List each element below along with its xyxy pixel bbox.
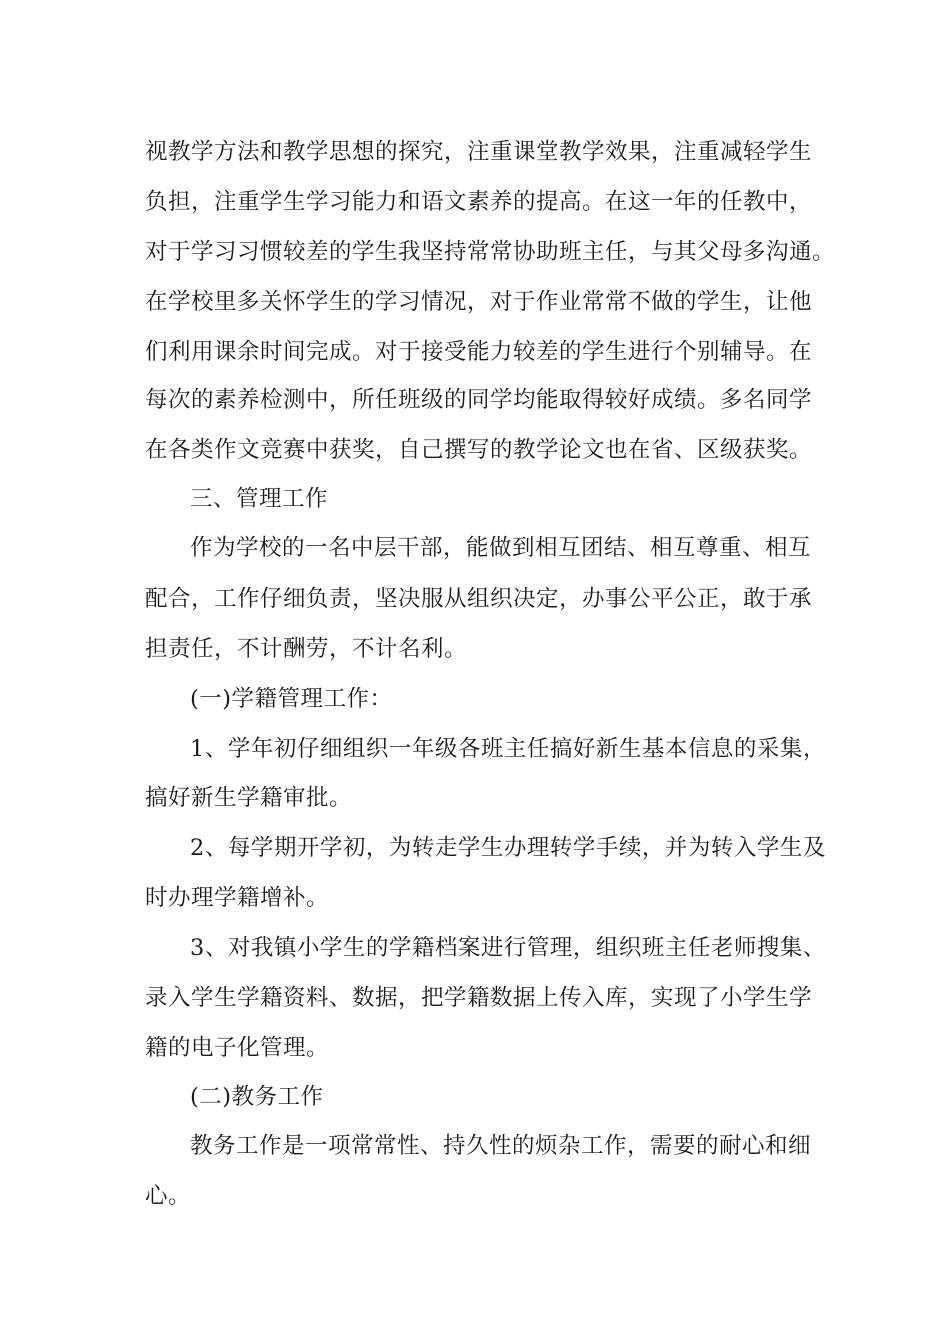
subsection-heading: (一)学籍管理工作： — [190, 686, 393, 712]
paragraph-line: 教务工作是一项常常性、持久性的烦杂工作，需要的耐心和细 — [190, 1133, 812, 1159]
list-item-line: 1、学年初仔细组织一年级各班主任搞好新生基本信息的采集， — [190, 736, 826, 762]
paragraph-line: 在学校里多关怀学生的学习情况，对于作业常常不做的学生，让他 — [145, 289, 813, 315]
list-item-line: 时办理学籍增补。 — [145, 885, 330, 911]
paragraph-line: 视教学方法和教学思想的探究，注重课堂教学效果，注重减轻学生 — [145, 139, 813, 165]
paragraph-line: 作为学校的一名中层干部，能做到相互团结、相互尊重、相互 — [190, 535, 812, 561]
paragraph-line: 每次的素养检测中，所任班级的同学均能取得较好成绩。多名同学 — [145, 387, 813, 413]
list-item-line: 3、对我镇小学生的学籍档案进行管理，组织班主任老师搜集、 — [190, 935, 826, 961]
paragraph-line: 在各类作文竞赛中获奖，自己撰写的教学论文也在省、区级获奖。 — [145, 437, 813, 463]
list-item-line: 搞好新生学籍审批。 — [145, 785, 353, 811]
paragraph-line: 对于学习习惯较差的学生我坚持常常协助班主任，与其父母多沟通。 — [145, 239, 836, 265]
list-item-line: 籍的电子化管理。 — [145, 1035, 330, 1061]
paragraph-line: 担责任，不计酬劳，不计名利。 — [145, 636, 468, 662]
paragraph-line: 心。 — [145, 1183, 192, 1209]
paragraph-line: 们利用课余时间完成。对于接受能力较差的学生进行个别辅导。在 — [145, 339, 813, 365]
list-item-line: 录入学生学籍资料、数据，把学籍数据上传入库，实现了小学生学 — [145, 985, 813, 1011]
subsection-heading: (二)教务工作 — [190, 1084, 324, 1110]
list-item-line: 2、每学期开学初，为转走学生办理转学手续，并为转入学生及 — [190, 835, 826, 861]
paragraph-line: 负担，注重学生学习能力和语文素养的提高。在这一年的任教中， — [145, 189, 813, 215]
section-heading: 三、管理工作 — [190, 486, 329, 512]
paragraph-line: 配合，工作仔细负责，坚决服从组织决定，办事公平公正，敢于承 — [145, 586, 813, 612]
